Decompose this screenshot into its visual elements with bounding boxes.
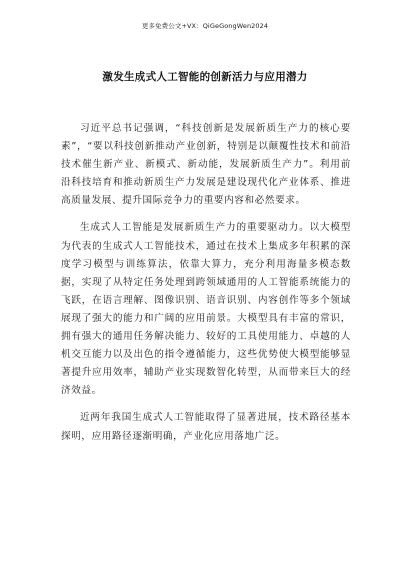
- header-note: 更多免费公文+VX：QiGeGongWen2024: [141, 22, 269, 30]
- paragraph-3: 近两年我国生成式人工智能取得了显著进展，技术路径基本探明，应用路径逐渐明确，产业化应用落地广泛。: [61, 412, 351, 442]
- document-title: 激发生成式人工智能的创新活力与应用潜力: [102, 71, 308, 83]
- paragraph-2: 生成式人工智能是发展新质生产力的重要驱动力。以大模型为代表的生成式人工智能技术，通过在技术上集成多年积累的深度学习模型与训练算法，依靠大算力，充分利用海量多模态数据，实现了从特定任务处理到跨领域通用的人工智能系统能力的飞跃，在语言理解、图像识别、语音识别、内容创作等多个领域展现了强大的能力和广阔的应用前景。大模型具有丰富的常识，拥有强大的通用任务解决能力、较好的工具使用能力、卓越的人机交互能力以及出色的指令遵循能力，这些优势使大模型能够显著提升应用效率，辅助产业实现数智化转型，从而带来巨大的经济效益。: [61, 222, 351, 397]
- document-body: [61, 120, 351, 455]
- paragraph-1: 习近平总书记强调，“科技创新是发展新质生产力的核心要素”，“要以科技创新推动产业创新，特别是以颠覆性技术和前沿技术催生新产业、新模式、新动能，发展新质生产力”。利用前沿科技培育和推动新质生产力发展是建设现代化产业体系、推进高质量发展、提升国际竞争力的重要内容和必然要求。: [61, 123, 351, 207]
